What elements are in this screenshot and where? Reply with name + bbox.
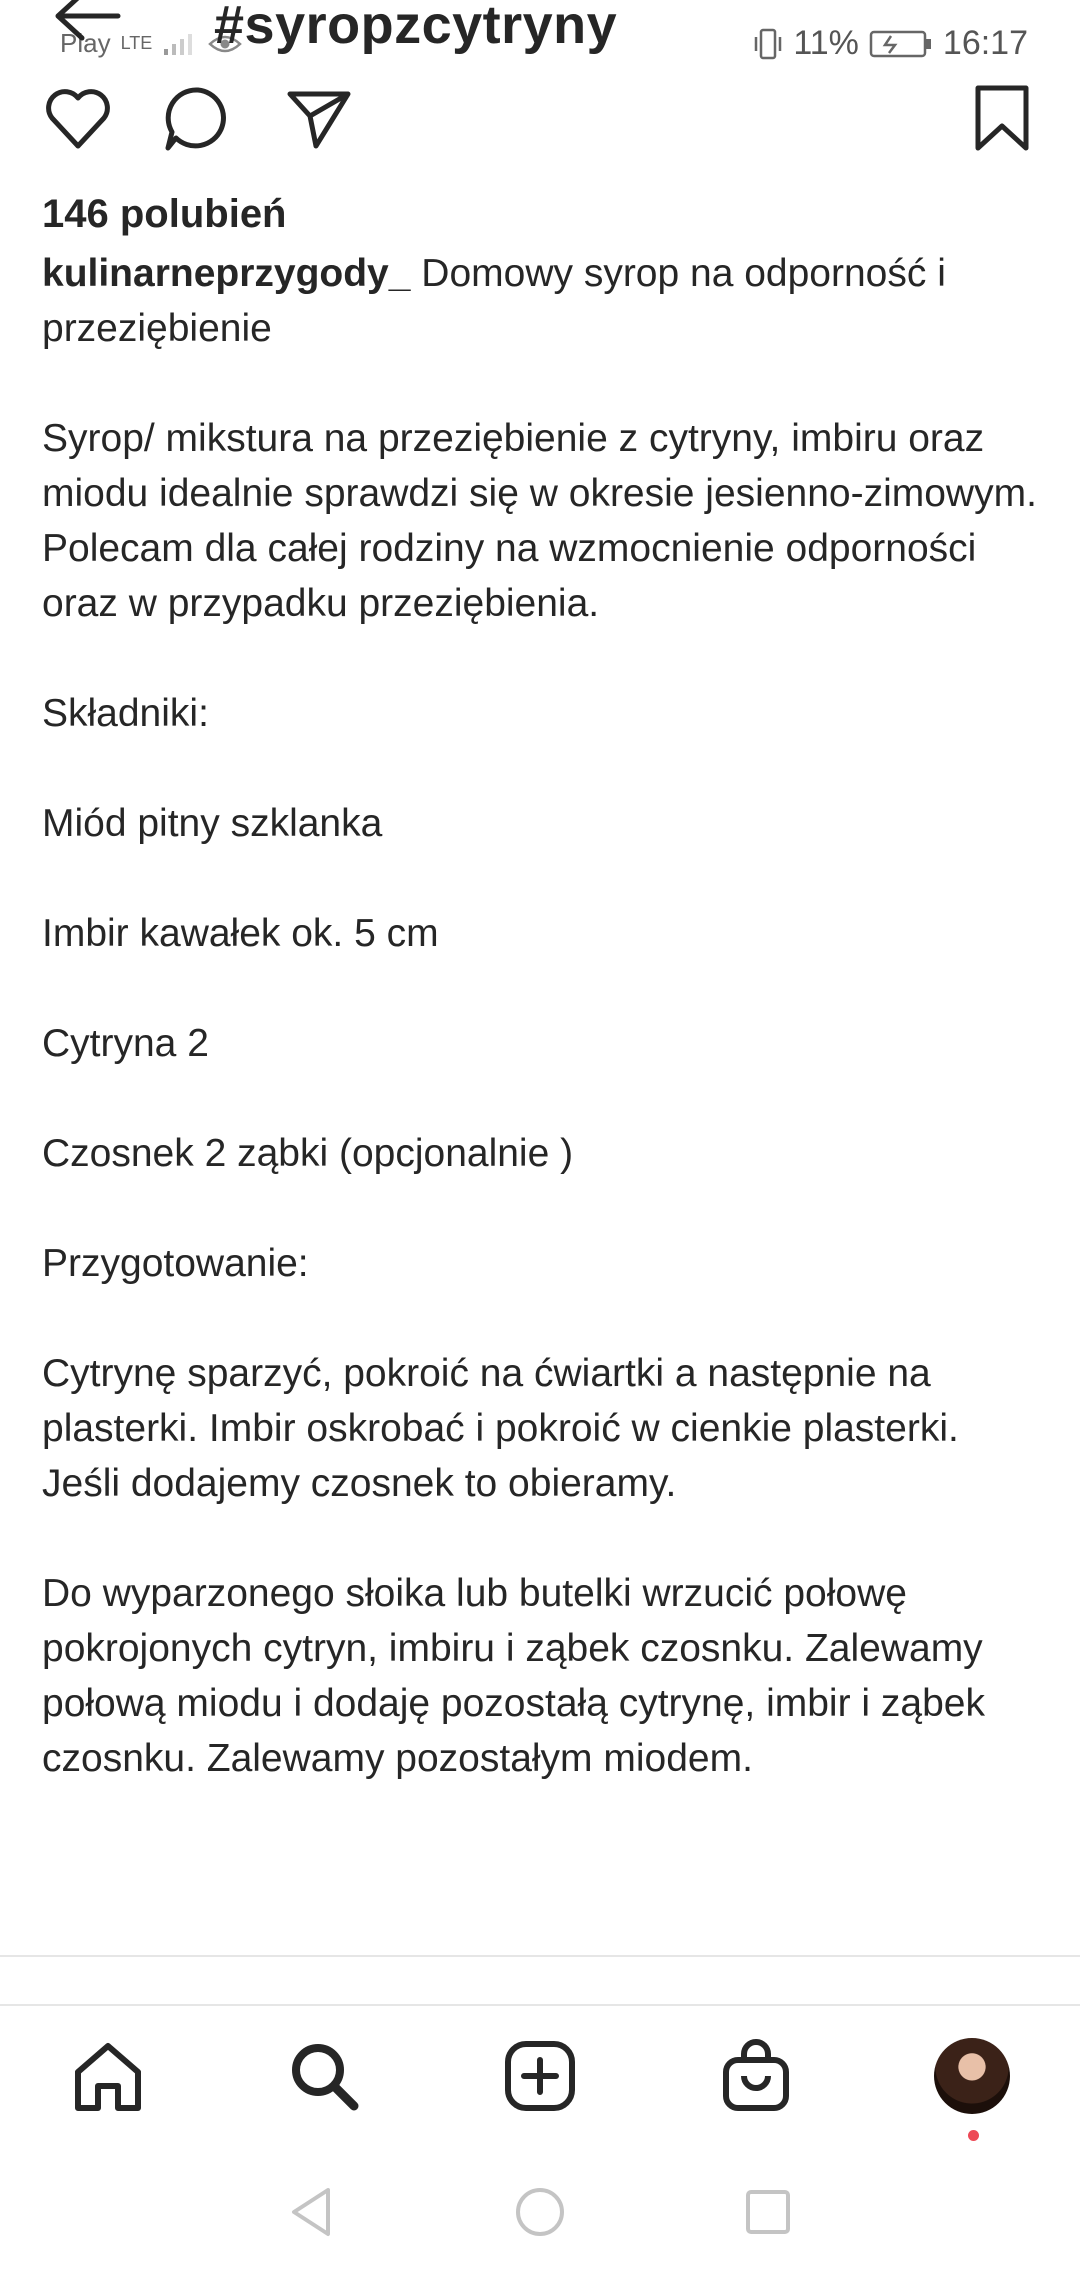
ingredients-heading: Składniki: [42,692,209,735]
preparation-heading: Przygotowanie: [42,1242,309,1285]
status-right [753,24,1028,63]
system-back-icon[interactable] [284,2184,340,2240]
ingredient-item: Miód pitny szklanka [42,802,383,845]
bookmark-icon[interactable] [964,80,1040,156]
profile-avatar[interactable] [934,2038,1010,2114]
network-label: LTE [120,33,153,53]
carrier-label: Play [60,28,111,58]
preparation-step: Cytrynę sparzyć, pokroić na ćwiartki a następnie na plasterki. Imbir oskrobać i pokroić w cienkie plasterki. Jeśli dodajemy czosnek to obieramy. [42,1352,959,1505]
search-icon[interactable] [284,2036,364,2116]
status-bar [0,0,1080,90]
battery-percent: 11% [793,24,859,62]
comment-icon[interactable] [160,80,236,156]
post-actions [0,80,1080,164]
send-icon[interactable] [282,80,358,156]
system-recents-icon[interactable] [740,2184,796,2240]
system-home-icon[interactable] [512,2184,568,2240]
ingredient-item: Cytryna 2 [42,1022,209,1065]
caption-username[interactable]: kulinarneprzygody_ [42,252,411,295]
home-icon[interactable] [68,2036,148,2116]
caption-title: Domowy syrop na odporność i przeziębienie [42,252,946,350]
back-arrow-icon[interactable] [48,0,128,46]
shop-icon[interactable] [716,2036,796,2116]
clock: 16:17 [942,24,1028,62]
caption-header [42,246,1042,356]
preparation-step: Do wyparzonego słoika lub butelki wrzucić połowę pokrojonych cytryn, imbiru i ząbek czosnku. Zalewamy połową miodu i dodaję pozostałą cytrynę, imbir i ząbek czosnku. Zalewamy pozostałym miodem. [42,1572,985,1780]
divider [0,1955,1080,1957]
post-caption [42,246,1042,1786]
ingredient-item: Czosnek 2 ząbki (opcjonalnie ) [42,1132,574,1175]
add-post-icon[interactable] [500,2036,580,2116]
vibrate-icon [753,27,783,61]
signal-icon [162,31,198,57]
battery-icon [869,28,933,60]
caption-intro: Syrop/ mikstura na przeziębienie z cytryny, imbiru oraz miodu idealnie sprawdzi się w okresie jesienno-zimowym. Polecam dla całej rodziny na wzmocnienie odporności oraz w przypadku przeziębienia. [42,417,1037,625]
bottom-nav [0,2006,1080,2156]
notification-dot [968,2130,979,2141]
heart-icon[interactable] [40,80,116,156]
ingredient-item: Imbir kawałek ok. 5 cm [42,912,439,955]
system-nav-bar [0,2160,1080,2280]
likes-count[interactable]: 146 polubień [42,192,287,236]
page-title: #syropzcytryny [214,0,618,55]
